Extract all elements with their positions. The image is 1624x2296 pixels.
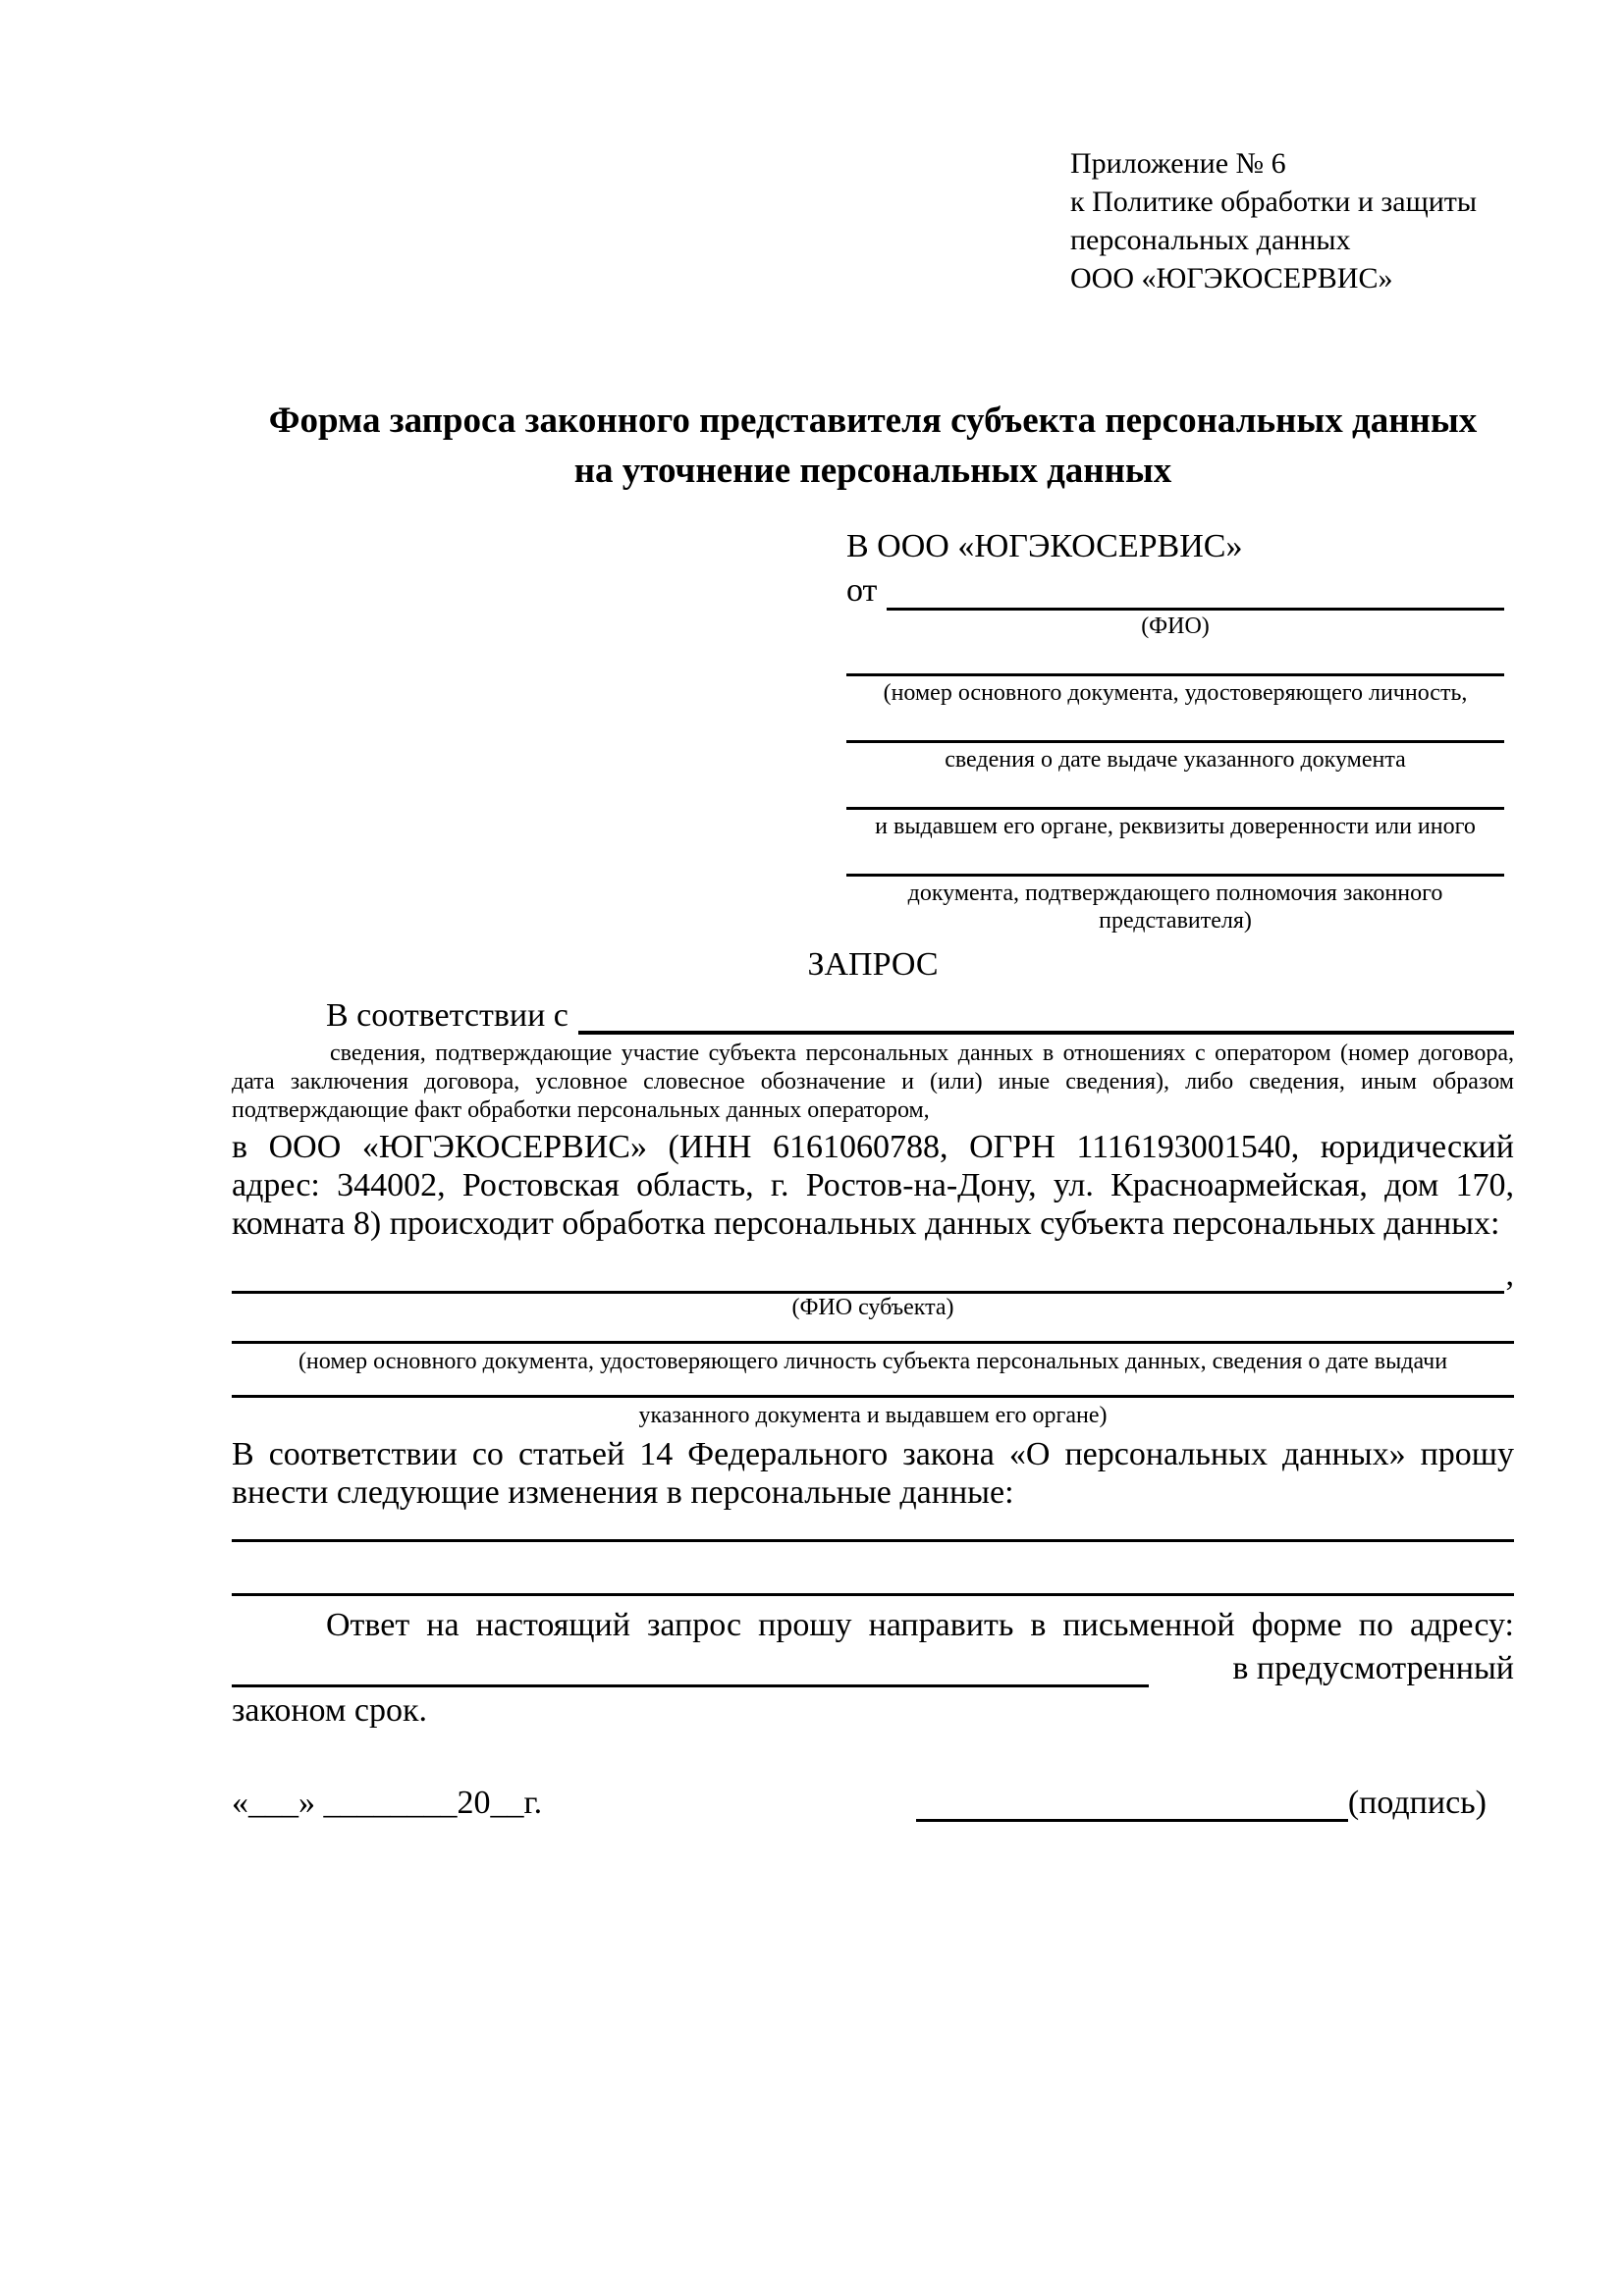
- subject-doc-blank-line-1: [232, 1341, 1514, 1344]
- accordance-blank-line: [578, 1001, 1514, 1035]
- trailing-comma: ,: [1505, 1256, 1514, 1293]
- id-document-caption-2: сведения о дате выдаче указанного документа: [945, 747, 1406, 773]
- from-label: от: [846, 572, 878, 609]
- addressee-to-line: В ООО «ЮГЭКОСЕРВИС»: [846, 528, 1243, 564]
- id-document-blank-line-2: [846, 740, 1504, 743]
- addressee-block: [846, 527, 1504, 934]
- answer-address-row: [232, 1644, 1514, 1687]
- appendix-note-line-3: персональных данных: [1070, 224, 1351, 256]
- answer-closing-text: законом срок.: [232, 1692, 427, 1729]
- id-document-caption-4: документа, подтверждающего полномочия законного представителя): [907, 881, 1443, 934]
- subject-fio-caption: (ФИО субъекта): [791, 1295, 954, 1320]
- appendix-note-line-1: Приложение № 6: [1070, 147, 1286, 180]
- id-document-blank-line-1: [846, 673, 1504, 676]
- request-heading: ЗАПРОС: [807, 946, 939, 983]
- basis-caption: сведения, подтверждающие участие субъекта персональных данных в отношениях с оператором (номер договора, дата заключения договора, условное словесное обозначение и (или) иные сведения), либо сведения, иным образом подтверждающие факт обработки персональных данных оператором,: [232, 1041, 1514, 1123]
- address-blank-line: [232, 1654, 1149, 1687]
- subject-doc-caption-2: указанного документа и выдавшем его органе): [638, 1403, 1108, 1428]
- answer-paragraph: Ответ на настоящий запрос прошу направить в письменной форме по адресу:: [326, 1607, 1514, 1643]
- appendix-note-line-2: к Политике обработки и защиты: [1070, 186, 1478, 218]
- appendix-note: [1070, 144, 1477, 297]
- subject-fio-row: [232, 1255, 1514, 1294]
- signature-group: [916, 1784, 1487, 1822]
- changes-blank-line-2: [232, 1593, 1514, 1596]
- id-document-caption-3: и выдавшем его органе, реквизиты доверенности или иного: [875, 814, 1476, 839]
- fio-caption: (ФИО): [1141, 614, 1210, 639]
- subject-fio-blank-line: [232, 1260, 1504, 1294]
- document-title-line-2: на уточнение персональных данных: [573, 451, 1172, 491]
- answer-tail-text: в предусмотренный: [1232, 1650, 1514, 1686]
- article-14-paragraph: В соответствии со статьей 14 Федерального закона «О персональных данных» прошу внести следующие изменения в персональные данные:: [232, 1436, 1514, 1511]
- changes-blank-line-1: [232, 1539, 1514, 1542]
- id-document-blank-line-3: [846, 807, 1504, 810]
- representative-fio-blank-line: [887, 577, 1504, 611]
- operator-paragraph: в ООО «ЮГЭКОСЕРВИС» (ИНН 6161060788, ОГРН 1116193001540, юридический адрес: 344002, Ростовская область, г. Ростов-на-Дону, ул. Красноармейская, дом 170, комната 8) происходит обработка персональных данных субъекта персональных данных:: [232, 1129, 1514, 1242]
- document-title: [232, 396, 1514, 496]
- id-document-blank-line-4: [846, 874, 1504, 877]
- signature-blank-line: [916, 1789, 1348, 1822]
- appendix-note-line-4: ООО «ЮГЭКОСЕРВИС»: [1070, 262, 1393, 294]
- subject-doc-caption-1: (номер основного документа, удостоверяющего личность субъекта персональных данных, сведения о дате выдачи: [298, 1349, 1448, 1374]
- from-row: [846, 571, 1504, 611]
- accordance-label: В соответствии с: [326, 997, 568, 1034]
- request-body: [232, 945, 1514, 1822]
- date-signature-row: [232, 1777, 1514, 1822]
- signature-caption: (подпись): [1347, 1785, 1487, 1821]
- subject-doc-blank-line-2: [232, 1395, 1514, 1398]
- accordance-row: [232, 991, 1514, 1035]
- document-title-line-1: Форма запроса законного представителя субъекта персональных данных: [268, 400, 1478, 441]
- id-document-caption-1: (номер основного документа, удостоверяющего личность,: [883, 680, 1468, 706]
- date-field: «___» ________20__г.: [232, 1785, 543, 1821]
